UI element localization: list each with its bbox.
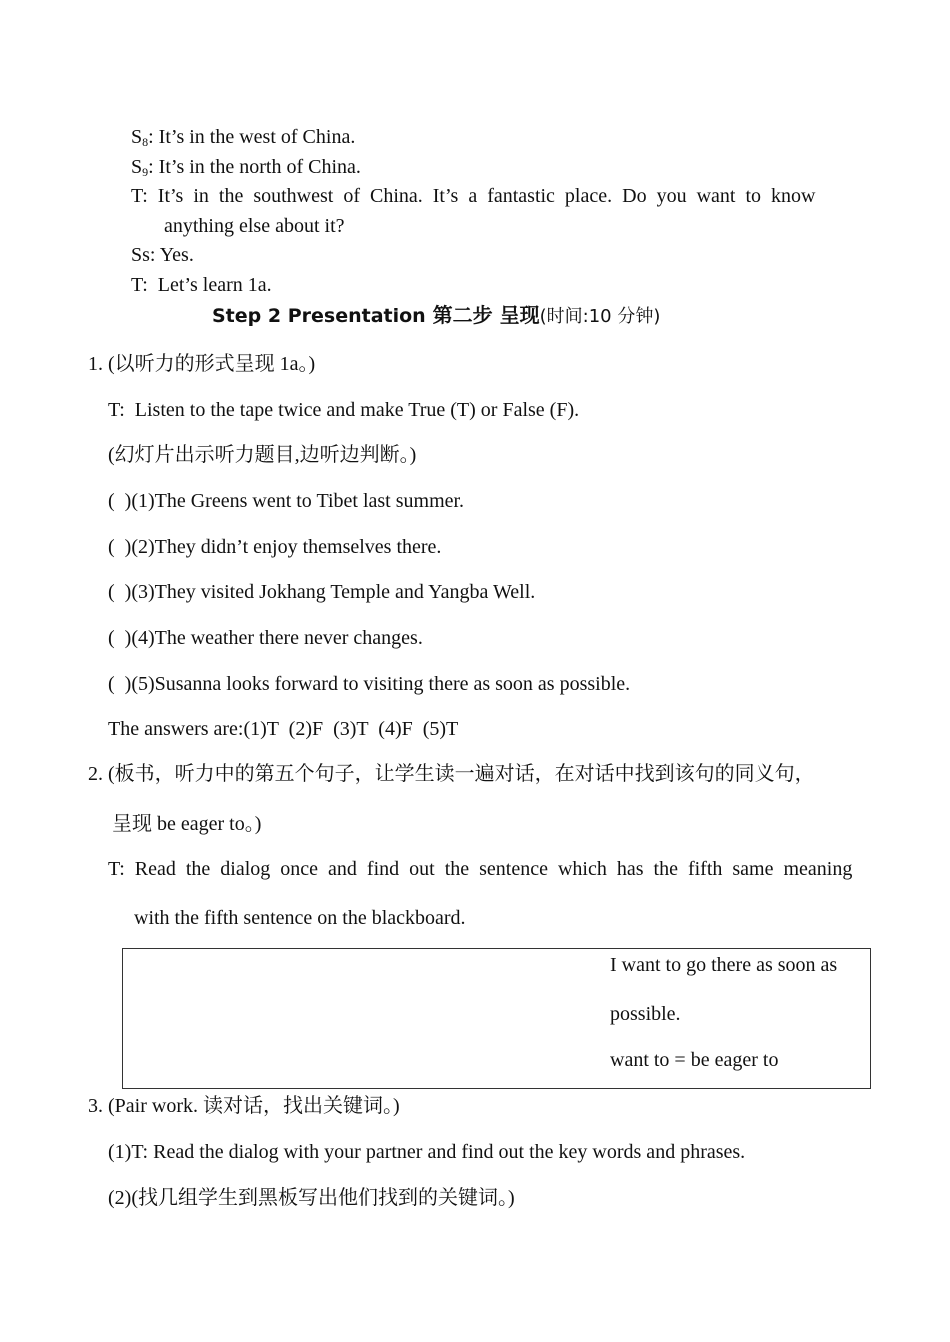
dialog-line-students: Ss: Yes. — [131, 244, 194, 266]
item2-instruction-cont: with the fifth sentence on the blackboard. — [134, 907, 466, 929]
item3-sub1: (1)T: Read the dialog with your partner and find out the key words and phrases. — [108, 1141, 746, 1163]
statement-1: ( )(1)The Greens went to Tibet last summer. — [108, 490, 465, 512]
board-line-1: I want to go there as soon as — [610, 954, 838, 976]
item3-sub2: (2)(找几组学生到黑板写出他们找到的关键词。) — [108, 1187, 515, 1209]
dialog-line-teacher-2: T: Let’s learn 1a. — [131, 274, 272, 296]
item1-heading: 1. (以听力的形式呈现 1a。) — [88, 353, 316, 375]
statement-4: ( )(4)The weather there never changes. — [108, 627, 423, 649]
item3-heading: 3. (Pair work. 读对话，找出关键词。) — [88, 1095, 400, 1117]
dialog-line-s8: $S_8$: It’s in the west of China. — [131, 126, 356, 149]
statement-5: ( )(5)Susanna looks forward to visiting there as soon as possible. — [108, 673, 631, 695]
board-line-2: possible. — [610, 1003, 681, 1025]
statement-3: ( )(3)They visited Jokhang Temple and Yangba Well. — [108, 581, 536, 603]
step2-heading: Step 2 Presentation 第二步 呈现(时间:10 分钟) — [212, 303, 661, 327]
dialog-line-s9: $S_9$: It’s in the north of China. — [131, 156, 361, 179]
item2-heading-cont: 呈现 be eager to。) — [112, 813, 262, 835]
board-line-3: want to = be eager to — [610, 1049, 779, 1071]
item1-note: (幻灯片出示听力题目,边听边判断。) — [108, 444, 417, 466]
item2-heading: 2. (板书，听力中的第五个句子，让学生读一遍对话，在对话中找到该句的同义句， — [88, 763, 815, 785]
item1-answers: The answers are:(1)T (2)F (3)T (4)F (5)T — [108, 718, 459, 740]
item1-instruction: T: Listen to the tape twice and make True (T) or False (F). — [108, 399, 580, 421]
blackboard-box — [122, 948, 871, 1089]
item2-instruction: T: Read the dialog once and find out the sentence which has the fifth same meaning — [108, 858, 853, 880]
statement-2: ( )(2)They didn’t enjoy themselves there. — [108, 536, 442, 558]
dialog-line-teacher-1: T: It’s in the southwest of China. It’s a fantastic place. Do you want to know — [131, 185, 816, 207]
dialog-line-teacher-1-cont: anything else about it? — [164, 215, 345, 237]
